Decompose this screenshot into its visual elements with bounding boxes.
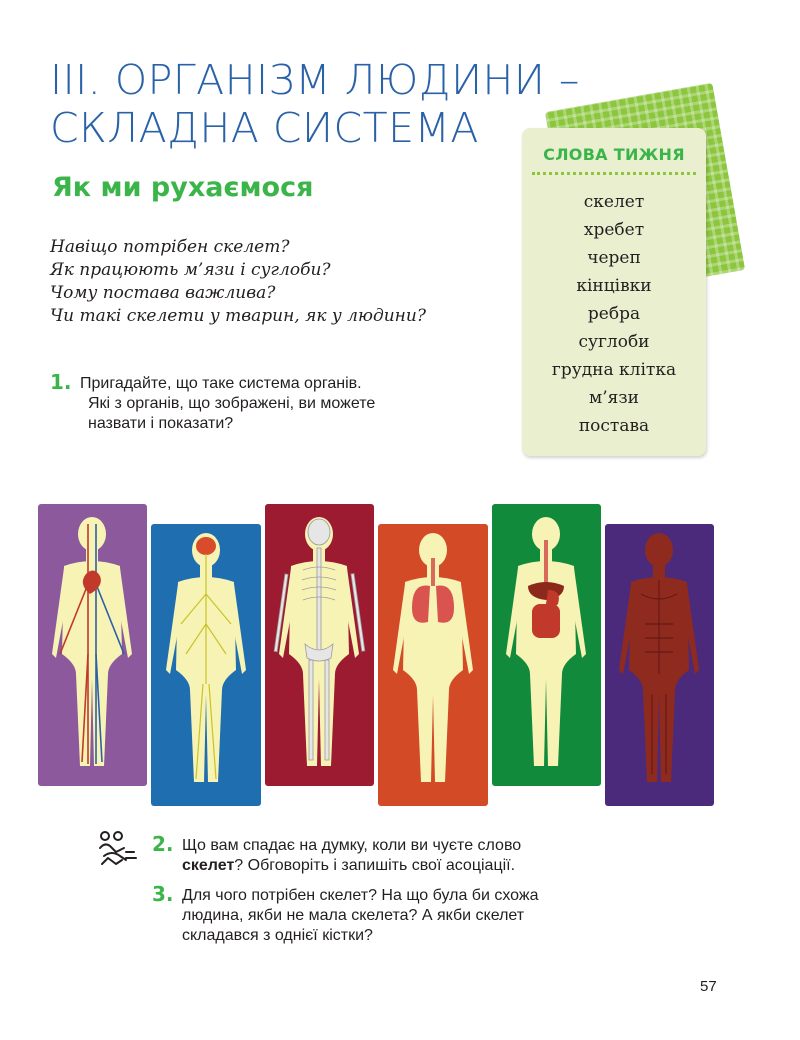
question: Чому постава важлива? (50, 283, 276, 303)
vocabulary-word: скелет (583, 192, 645, 212)
vocabulary-heading: СЛОВА ТИЖНЯ (543, 145, 685, 164)
question: Чи такі скелети у тварин, як у людини? (50, 306, 426, 326)
nervous-system-panel (151, 524, 261, 806)
vocabulary-word: м’язи (589, 388, 639, 408)
skeletal-system-panel (265, 504, 374, 786)
vocabulary-word: ребра (587, 304, 641, 324)
vocabulary-word: кінцівки (576, 276, 652, 296)
chapter-title-line-2: СКЛАДНА СИСТЕМА (50, 104, 479, 152)
task-line: складався з однієї кістки? (182, 927, 373, 944)
vocabulary-word: постава (578, 416, 650, 436)
nervous-system-icon (151, 524, 261, 806)
digestive-system-icon (492, 504, 601, 786)
vocabulary-word: хребет (583, 220, 645, 240)
circulatory-system-icon (38, 504, 147, 786)
digestive-system-panel (492, 504, 601, 786)
muscular-system-panel (605, 524, 714, 806)
vocabulary-list (522, 188, 706, 440)
task-text (182, 886, 538, 946)
task-text (182, 836, 521, 876)
task-line: людина, якби не мала скелета? А якби скелет (182, 907, 525, 924)
chapter-title-line-1: ІІІ. ОРГАНІЗМ ЛЮДИНИ – (50, 56, 580, 104)
skeletal-system-icon (265, 504, 374, 786)
key-term: скелет (182, 857, 235, 874)
vocabulary-divider (532, 172, 696, 175)
task-line: Пригадайте, що таке система органів. (80, 375, 362, 392)
task-line (182, 856, 521, 876)
muscular-system-icon (605, 524, 714, 806)
section-title: Як ми рухаємося (52, 172, 314, 203)
vocabulary-word: грудна клітка (551, 360, 677, 380)
task-line: назвати і показати? (88, 415, 234, 432)
page-number: 57 (700, 978, 717, 995)
task-line: Що вам спадає на думку, коли ви чуєте слово (182, 837, 522, 854)
task-2 (152, 832, 632, 880)
task-1 (50, 370, 470, 434)
vocabulary-word: череп (587, 248, 641, 268)
task-line: Які з органів, що зображені, ви можете (88, 395, 376, 412)
task-number: 3. (152, 882, 174, 906)
respiratory-system-panel (378, 524, 488, 806)
task-line: Для чого потрібен скелет? На що була би схожа (182, 887, 539, 904)
guiding-questions (50, 236, 520, 328)
question: Навіщо потрібен скелет? (50, 237, 290, 257)
task-number: 2. (152, 832, 174, 856)
vocabulary-card (522, 128, 706, 456)
task-line-rest: ? Обговоріть і запишіть свої асоціації. (234, 857, 516, 874)
task-3 (152, 882, 632, 952)
task-text (80, 374, 375, 434)
group-discussion-icon (96, 830, 142, 870)
circulatory-system-panel (38, 504, 147, 786)
task-number: 1. (50, 370, 72, 394)
vocabulary-word: суглоби (578, 332, 650, 352)
respiratory-system-icon (378, 524, 488, 806)
question: Як працюють м’язи і суглоби? (50, 260, 331, 280)
